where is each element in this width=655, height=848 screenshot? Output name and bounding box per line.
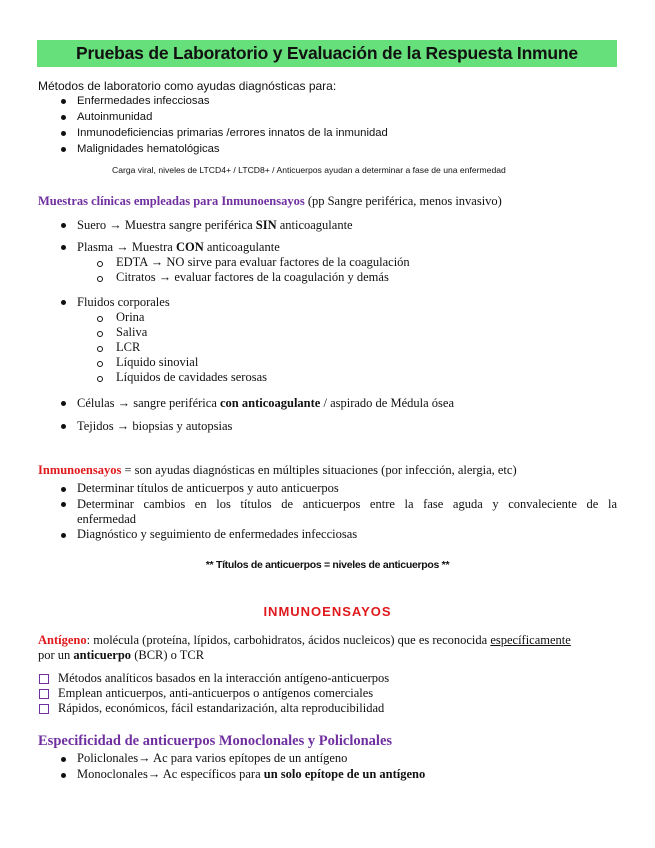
list-item: Autoinmunidad bbox=[77, 111, 153, 123]
antigeno-text: : molécula (proteína, lípidos, carbohidratos, ácidos nucleicos) que es reconocida bbox=[86, 633, 491, 647]
sublist-item: Líquido sinovial bbox=[116, 355, 199, 369]
anticuerpos-note: ** Títulos de anticuerpos = niveles de anticuerpos ** bbox=[205, 559, 450, 571]
suero-text: Suero → Muestra sangre periférica bbox=[77, 218, 256, 232]
celulas-text: Células → sangre periférica bbox=[77, 396, 220, 410]
bullet-icon bbox=[61, 300, 66, 305]
antigeno-line-1 bbox=[38, 633, 571, 648]
list-item: Malignidades hematológicas bbox=[77, 143, 220, 155]
antigeno-post: (BCR) o TCR bbox=[131, 648, 205, 662]
circle-bullet-icon bbox=[97, 261, 103, 267]
sublist-item: EDTA → NO sirve para evaluar factores de la coagulación bbox=[116, 255, 410, 269]
circle-bullet-icon bbox=[97, 316, 103, 322]
inmunoensayos-rest: = son ayudas diagnósticas en múltiples situaciones (por infección, alergia, etc) bbox=[121, 463, 517, 477]
antigeno-bold: anticuerpo bbox=[73, 648, 132, 662]
bullet-icon bbox=[61, 773, 66, 778]
check-item: Emplean anticuerpos, anti-anticuerpos o antígenos comerciales bbox=[58, 686, 374, 700]
antigeno-underlined: específicamente bbox=[490, 633, 571, 647]
sublist-item: Líquidos de cavidades serosas bbox=[116, 370, 268, 384]
circle-bullet-icon bbox=[97, 376, 103, 382]
especificidad-heading: Especificidad de anticuerpos Monoclonales y Policlonales bbox=[38, 733, 393, 749]
bullet-icon bbox=[61, 245, 66, 250]
list-item-continuation: enfermedad bbox=[77, 512, 136, 526]
monoclonales-bold: un solo epítope de un antígeno bbox=[263, 767, 426, 781]
list-item: Enfermedades infecciosas bbox=[77, 95, 210, 107]
celulas-post: / aspirado de Médula ósea bbox=[320, 396, 454, 410]
muestras-heading-title: Muestras clínicas empleadas para Inmunoensayos bbox=[38, 194, 305, 208]
circle-bullet-icon bbox=[97, 331, 103, 337]
checkbox-icon bbox=[39, 674, 49, 684]
check-item: Métodos analíticos basados en la interacción antígeno-anticuerpos bbox=[58, 671, 390, 685]
plasma-bold: CON bbox=[175, 240, 204, 254]
checkbox-icon bbox=[39, 704, 49, 714]
bullet-icon bbox=[61, 99, 66, 104]
celulas-bold: con anticoagulante bbox=[220, 396, 321, 410]
bullet-icon bbox=[61, 401, 66, 406]
bullet-icon bbox=[61, 223, 66, 228]
intro-note: Carga viral, niveles de LTCD4+ / LTCD8+ / Anticuerpos ayudan a determinar a fase de una enfermedad bbox=[112, 165, 506, 175]
plasma-post: anticoagulante bbox=[203, 240, 280, 254]
intro-heading: Métodos de laboratorio como ayudas diagnósticas para: bbox=[38, 79, 337, 93]
inmunoensayos-heading bbox=[38, 463, 517, 478]
title-banner bbox=[37, 40, 617, 67]
muestras-heading bbox=[38, 194, 502, 209]
section-title: INMUNOENSAYOS bbox=[263, 604, 392, 619]
bullet-icon bbox=[61, 115, 66, 120]
antigeno-pre: por un bbox=[38, 648, 74, 662]
circle-bullet-icon bbox=[97, 346, 103, 352]
suero-item bbox=[77, 218, 353, 233]
list-item: Diagnóstico y seguimiento de enfermedades infecciosas bbox=[77, 527, 358, 541]
plasma-text: Plasma → Muestra bbox=[77, 240, 176, 254]
bullet-icon bbox=[61, 147, 66, 152]
checkbox-icon bbox=[39, 689, 49, 699]
tejidos-item: Tejidos → biopsias y autopsias bbox=[77, 419, 233, 433]
sublist-item: LCR bbox=[116, 340, 141, 354]
celulas-item bbox=[77, 396, 454, 411]
antigeno-line-2 bbox=[38, 648, 204, 663]
sublist-item: Saliva bbox=[116, 325, 148, 339]
bullet-icon bbox=[61, 757, 66, 762]
suero-bold: SIN bbox=[255, 218, 277, 232]
fluidos-item: Fluidos corporales bbox=[77, 295, 170, 309]
policlonales-item: Policlonales→ Ac para varios epítopes de un antígeno bbox=[77, 751, 348, 765]
list-item: Determinar títulos de anticuerpos y auto anticuerpos bbox=[77, 481, 339, 495]
circle-bullet-icon bbox=[97, 361, 103, 367]
sublist-item: Citratos → evaluar factores de la coagulación y demás bbox=[116, 270, 389, 284]
circle-bullet-icon bbox=[97, 276, 103, 282]
bullet-icon bbox=[61, 424, 66, 429]
page-title: Pruebas de Laboratorio y Evaluación de la Respuesta Inmune bbox=[76, 43, 578, 63]
list-item: Determinar cambios en los títulos de anticuerpos entre la fase aguda y convaleciente de la bbox=[77, 497, 617, 511]
list-item: Inmunodeficiencias primarias /errores innatos de la inmunidad bbox=[77, 127, 388, 139]
sublist-item: Orina bbox=[116, 310, 145, 324]
inmunoensayos-term: Inmunoensayos bbox=[38, 463, 122, 477]
bullet-icon bbox=[61, 131, 66, 136]
monoclonales-item bbox=[77, 767, 425, 782]
muestras-heading-suffix: (pp Sangre periférica, menos invasivo) bbox=[304, 194, 502, 208]
bullet-icon bbox=[61, 533, 66, 538]
monoclonales-text: Monoclonales→ Ac específicos para bbox=[77, 767, 264, 781]
antigeno-term: Antígeno bbox=[38, 633, 87, 647]
suero-post: anticoagulante bbox=[276, 218, 353, 232]
plasma-item bbox=[77, 240, 280, 255]
bullet-icon bbox=[61, 502, 66, 507]
bullet-icon bbox=[61, 487, 66, 492]
check-item: Rápidos, económicos, fácil estandarización, alta reproducibilidad bbox=[58, 701, 385, 715]
